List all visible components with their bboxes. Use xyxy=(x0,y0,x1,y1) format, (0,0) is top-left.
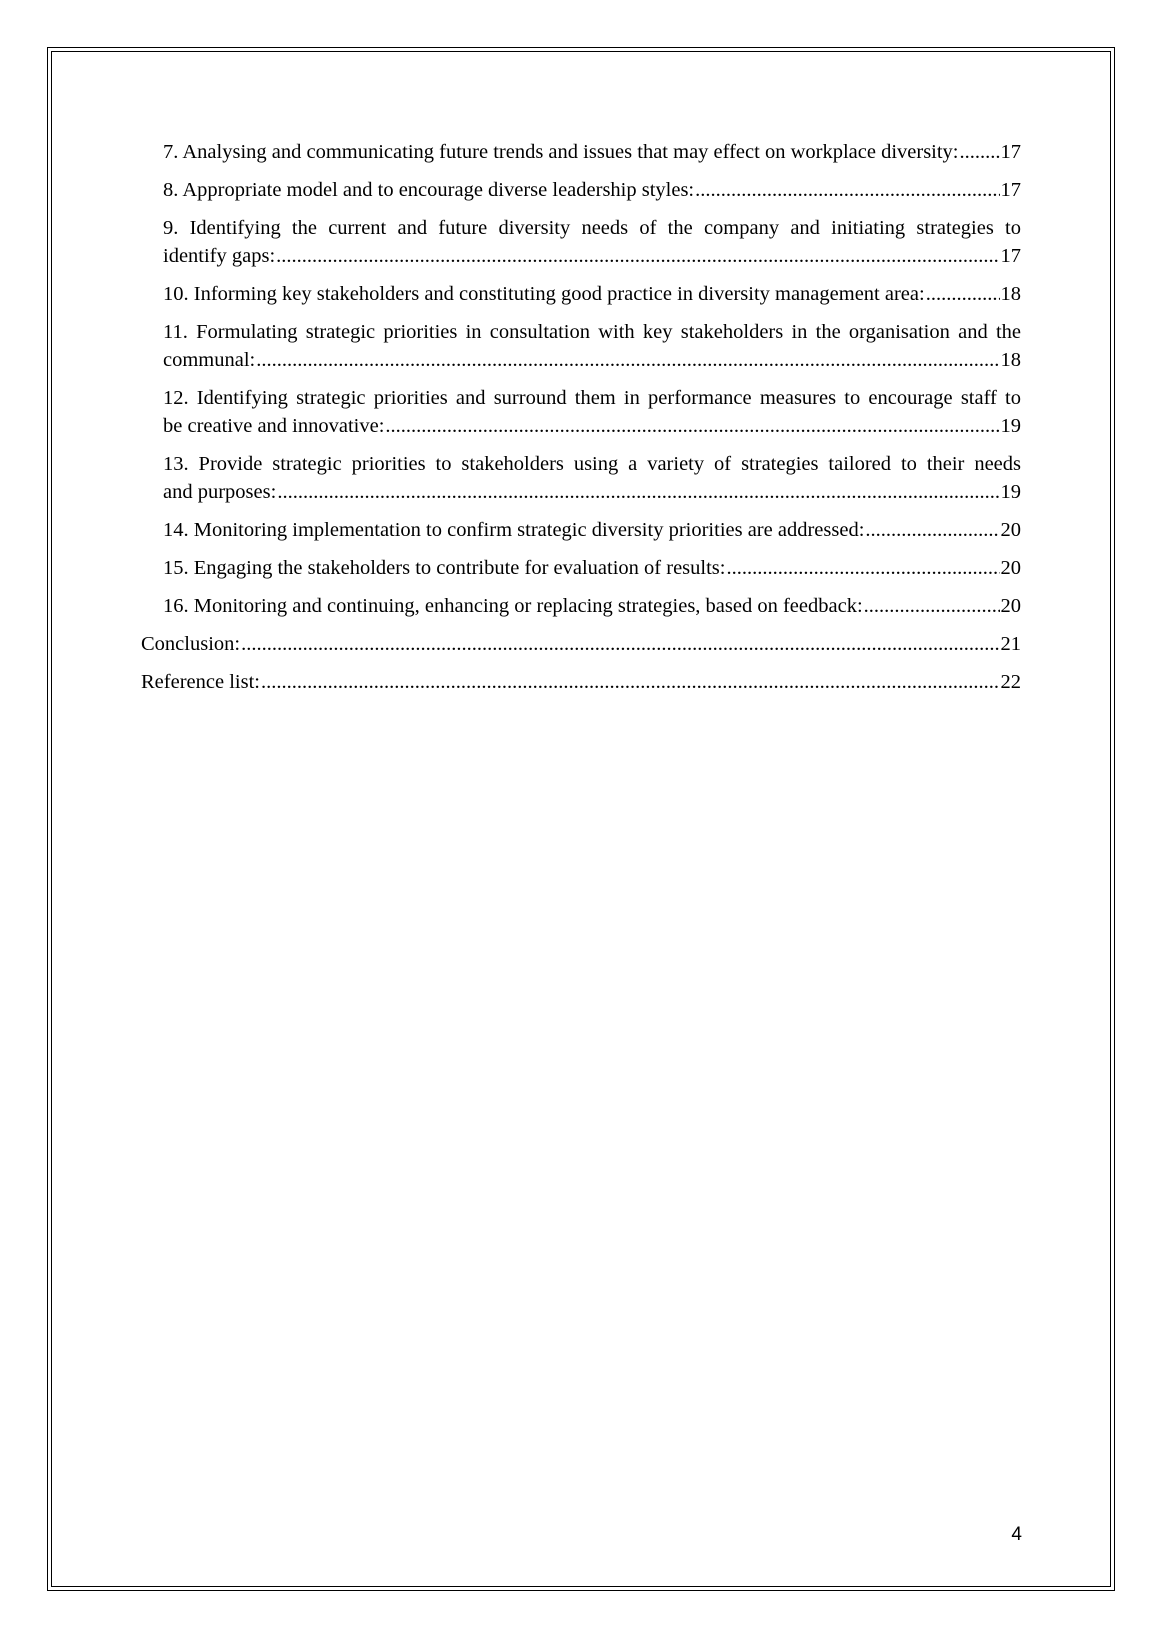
dot-leader xyxy=(695,176,999,204)
toc-entry-title-wrap: 13. Provide strategic priorities to stakeholders using a variety of strategies tailored to their needs xyxy=(163,453,1021,475)
toc-entry-title: communal: xyxy=(163,349,256,371)
dot-leader xyxy=(865,516,999,544)
toc-entry-title: 10. Informing key stakeholders and constituting good practice in diversity management area: xyxy=(163,283,925,305)
toc-entry-title: 14. Monitoring implementation to confirm strategic diversity priorities are addressed: xyxy=(163,519,865,541)
dot-leader xyxy=(241,630,999,658)
toc-entry-conclusion[interactable] xyxy=(141,630,1021,658)
dot-leader xyxy=(256,346,999,374)
toc-entry-title: 15. Engaging the stakeholders to contribute for evaluation of results: xyxy=(163,557,726,579)
toc-entry-title-wrap: 11. Formulating strategic priorities in consultation with key stakeholders in the organisation and the xyxy=(163,321,1021,343)
toc-entry-title: be creative and innovative: xyxy=(163,415,385,437)
dot-leader xyxy=(864,592,1000,620)
toc-entry-page: 21 xyxy=(1000,633,1021,655)
toc-entry-page: 19 xyxy=(1000,481,1021,503)
dot-leader xyxy=(277,478,999,506)
toc-entry-page: 20 xyxy=(1000,595,1021,617)
toc-entry-page: 18 xyxy=(1000,349,1021,371)
toc-entry-8[interactable] xyxy=(141,176,1021,204)
toc-entry-title: Conclusion: xyxy=(141,633,241,655)
toc-entry-15[interactable] xyxy=(141,554,1021,582)
toc-entry-title: Reference list: xyxy=(141,671,260,693)
toc-entry-12[interactable] xyxy=(141,384,1021,440)
toc-entry-11[interactable] xyxy=(141,318,1021,374)
toc-entry-16[interactable] xyxy=(141,592,1021,620)
table-of-contents xyxy=(141,138,1021,706)
toc-entry-7[interactable] xyxy=(141,138,1021,166)
toc-entry-page: 17 xyxy=(1000,179,1021,201)
toc-entry-page: 18 xyxy=(1000,283,1021,305)
toc-entry-title: 16. Monitoring and continuing, enhancing or replacing strategies, based on feedback: xyxy=(163,595,863,617)
page-number: 4 xyxy=(1011,1524,1022,1545)
dot-leader xyxy=(261,668,1000,696)
dot-leader xyxy=(726,554,999,582)
toc-entry-reference-list[interactable] xyxy=(141,668,1021,696)
toc-entry-title-wrap: 9. Identifying the current and future diversity needs of the company and initiating strategies to xyxy=(163,217,1021,239)
toc-entry-title: 7. Analysing and communicating future trends and issues that may effect on workplace diversity: xyxy=(163,141,959,163)
dot-leader xyxy=(385,412,999,440)
toc-entry-title: 8. Appropriate model and to encourage diverse leadership styles: xyxy=(163,179,695,201)
toc-entry-page: 17 xyxy=(1000,141,1021,163)
dot-leader xyxy=(926,280,1000,308)
toc-entry-page: 17 xyxy=(1000,245,1021,267)
toc-entry-page: 19 xyxy=(1000,415,1021,437)
toc-entry-13[interactable] xyxy=(141,450,1021,506)
toc-entry-10[interactable] xyxy=(141,280,1021,308)
toc-entry-title: identify gaps: xyxy=(163,245,276,267)
toc-entry-page: 20 xyxy=(1000,519,1021,541)
toc-entry-page: 22 xyxy=(1000,671,1021,693)
toc-entry-9[interactable] xyxy=(141,214,1021,270)
toc-entry-title-wrap: 12. Identifying strategic priorities and surround them in performance measures to encourage staff to xyxy=(163,387,1021,409)
dot-leader xyxy=(960,138,1000,166)
dot-leader xyxy=(276,242,999,270)
toc-entry-page: 20 xyxy=(1000,557,1021,579)
toc-entry-14[interactable] xyxy=(141,516,1021,544)
toc-entry-title: and purposes: xyxy=(163,481,277,503)
